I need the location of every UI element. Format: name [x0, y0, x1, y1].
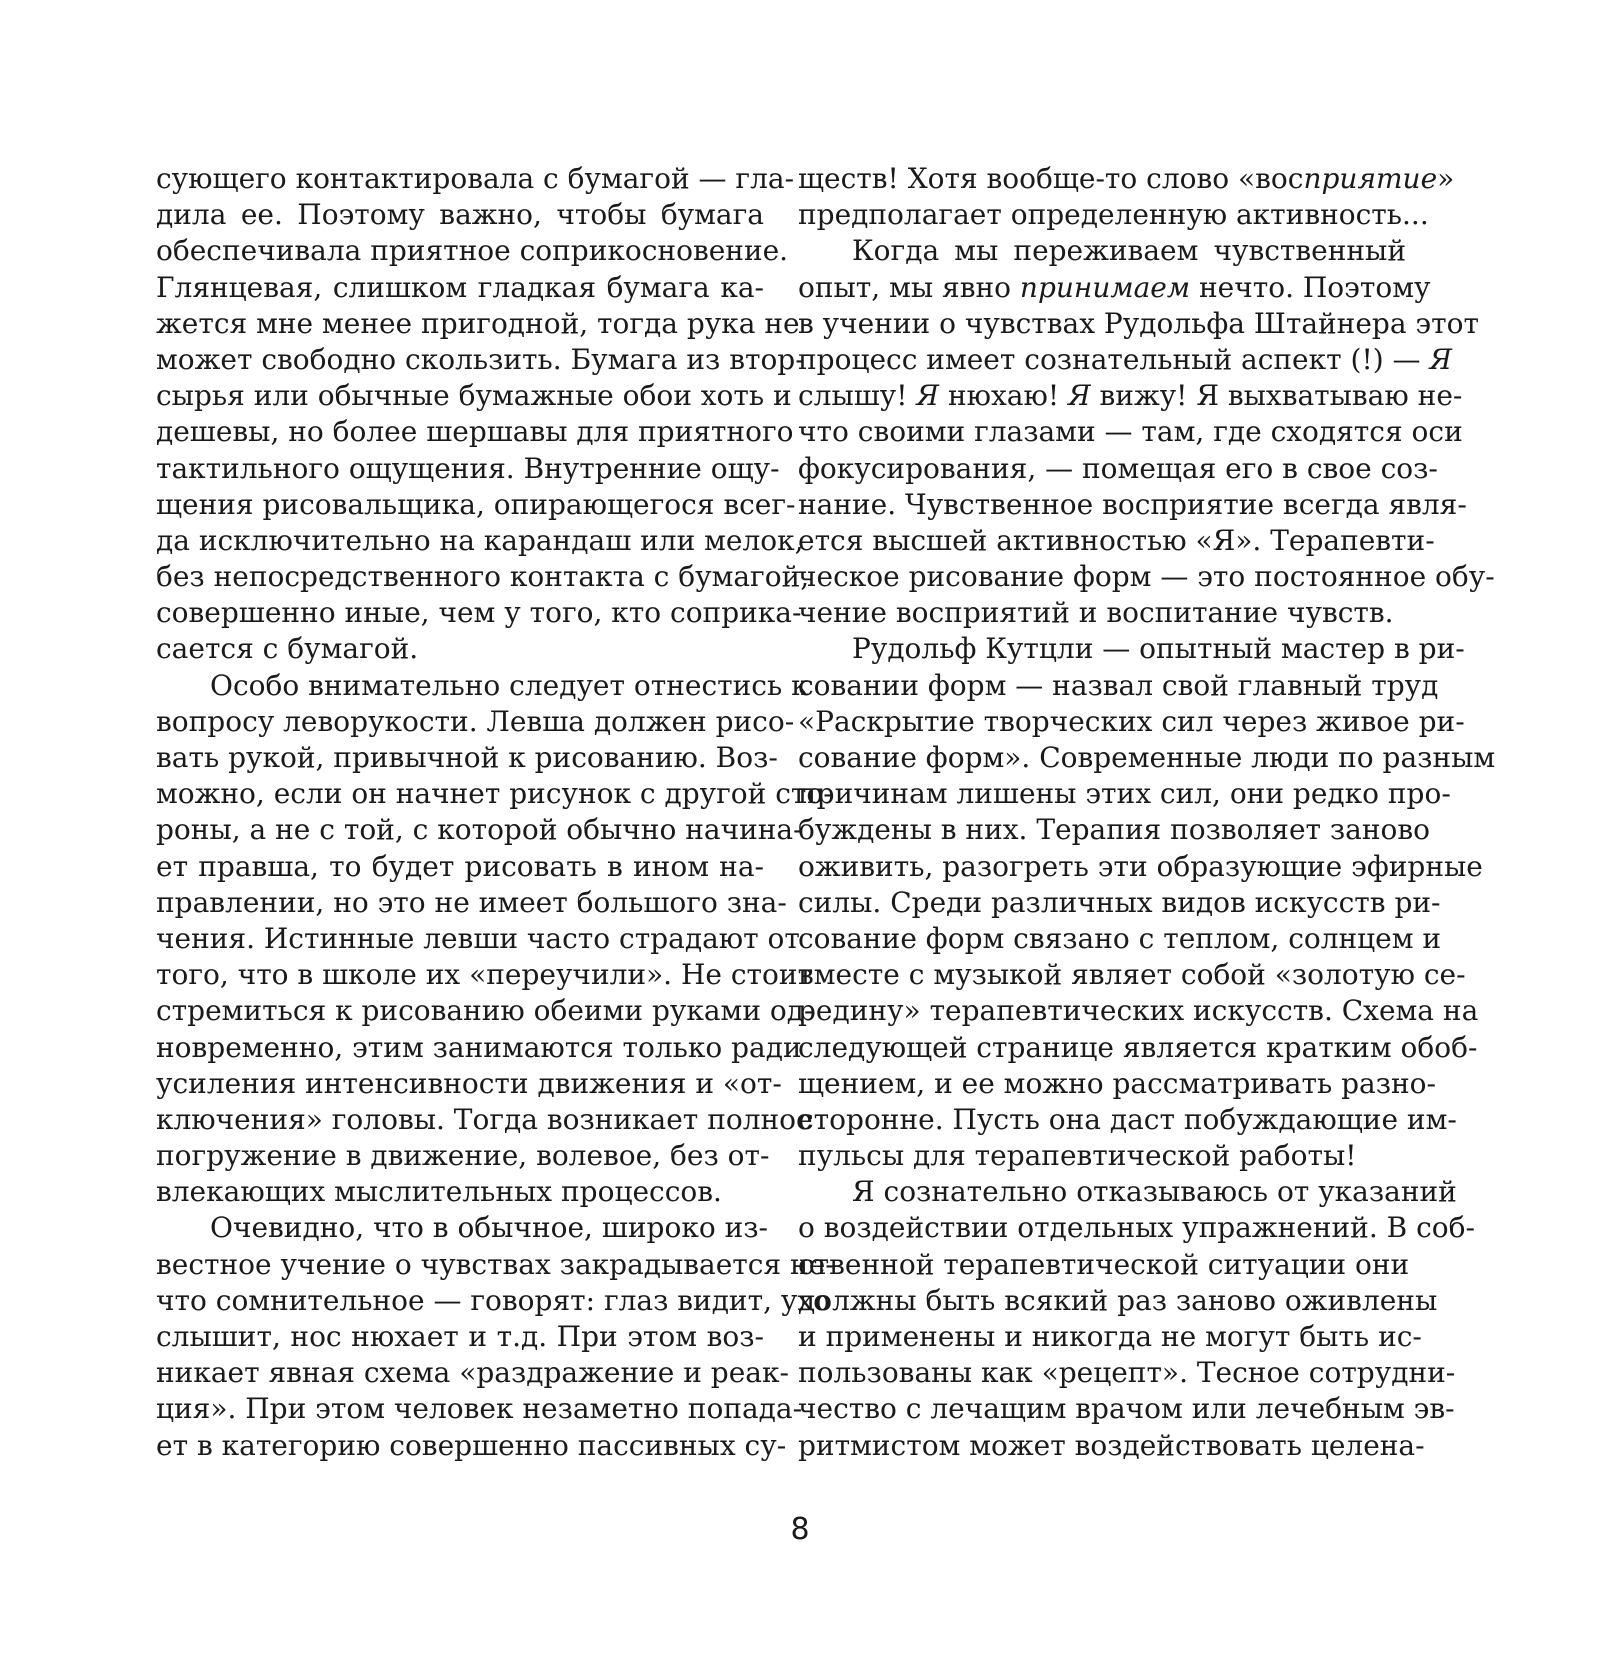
text-line	[798, 306, 1479, 342]
text-line: ет в категорию совершенно пассивных су-	[156, 1428, 787, 1462]
text-run: причинам лишены этих сил, они редко про-	[798, 777, 1451, 811]
text-line: вестное учение о чувствах закрадывается не-	[156, 1247, 835, 1281]
text-line	[798, 487, 1467, 523]
text-line	[798, 1138, 1406, 1174]
text-run: фокусирования, — помещая его в свое соз-	[798, 451, 1438, 485]
text-run: процесс имеет сознательный аспект (!) —	[798, 342, 1430, 376]
text-run: »	[1437, 162, 1455, 195]
italic-text: Я	[916, 379, 940, 413]
text-line	[798, 849, 1483, 885]
text-line: стремиться к рисованию обеими руками од-	[156, 994, 814, 1028]
text-run: о воздействии отдельных упражнений. В соб-	[798, 1211, 1475, 1245]
text-line: совершенно иные, чем у того, кто соприка-	[156, 596, 802, 630]
text-line: ет правша, то будет рисовать в ином на-	[156, 849, 764, 883]
text-line: щения рисовальщика, опирающегося всег-	[156, 487, 796, 521]
text-line	[798, 812, 1431, 848]
text-line	[798, 1391, 1455, 1427]
text-line: Особо внимательно следует отнестись к	[210, 668, 809, 702]
text-line: может свободно скользить. Бумага из втор-	[156, 342, 805, 376]
text-run: ческое рисование форм — это постоянное обу-	[798, 560, 1495, 594]
text-run: буждены в них. Терапия позволяет заново	[798, 813, 1431, 847]
text-line: можно, если он начнет рисунок с другой сто-	[156, 777, 833, 811]
text-run: силы. Среди различных видов искусств ри-	[798, 885, 1441, 919]
text-run: следующей странице является кратким обоб-	[798, 1030, 1478, 1064]
text-line	[798, 1428, 1425, 1464]
text-run: чество с лечащим врачом или лечебным эв-	[798, 1392, 1455, 1426]
text-run: щением, и ее можно рассматривать разно-	[798, 1066, 1436, 1100]
text-run: опыт, мы явно	[798, 270, 1020, 304]
text-run: сование форм». Современные люди по разным	[798, 741, 1496, 774]
text-run: ритмистом может воздействовать целена-	[798, 1428, 1425, 1462]
text-line: слышит, нос нюхает и т.д. При этом воз-	[156, 1320, 764, 1353]
text-line	[798, 1102, 1457, 1138]
text-line	[798, 378, 1463, 414]
text-line: ция». При этом человек незаметно попада-	[156, 1392, 803, 1426]
page-number: 8	[790, 1512, 810, 1547]
text-run: предполагает определенную активность...	[798, 198, 1429, 232]
right-text-column	[798, 161, 1496, 1464]
text-line: того, что в школе их «переучили». Не стоит	[156, 958, 814, 992]
text-line: дила ее. Поэтому важно, чтобы бумага	[156, 198, 764, 232]
text-line	[798, 1174, 1457, 1210]
text-run: что своими глазами — там, где сходятся оси	[798, 415, 1463, 449]
text-line: да исключительно на карандаш или мелок,	[156, 523, 804, 557]
text-line	[798, 921, 1442, 957]
text-run: редину» терапевтических искусств. Схема на	[798, 994, 1479, 1028]
text-line	[798, 161, 1455, 197]
text-line	[798, 740, 1496, 776]
text-run: Я сознательно отказываюсь от указаний	[852, 1175, 1457, 1209]
text-line: сается с бумагой.	[156, 632, 419, 666]
text-line: новременно, этим занимаются только ради	[156, 1030, 802, 1064]
text-line: что сомнительное — говорят: глаз видит, ухо	[156, 1283, 831, 1317]
text-line: без непосредственного контакта с бумагой,	[156, 560, 810, 594]
text-run: нюхаю!	[939, 379, 1068, 413]
text-line	[798, 704, 1465, 740]
italic-text: принимаем	[1019, 270, 1191, 304]
text-line	[798, 1355, 1456, 1391]
text-line	[798, 197, 1429, 233]
text-line	[798, 233, 1406, 269]
text-run: в учении о чувствах Рудольфа Штайнера этот	[798, 306, 1479, 340]
text-run: ственной терапевтической ситуации они	[798, 1247, 1410, 1281]
text-line: сующего контактировала с бумагой — гла-	[156, 162, 795, 195]
text-line	[798, 595, 1406, 631]
text-run: совании форм — назвал свой главный труд	[798, 668, 1439, 702]
text-line	[798, 1319, 1422, 1355]
text-line	[798, 1283, 1438, 1319]
italic-text: Я	[1429, 342, 1453, 376]
text-run: чение восприятий и воспитание чувств.	[798, 596, 1394, 630]
text-run: оживить, разогреть эти образующие эфирные	[798, 849, 1483, 883]
text-line: правлении, но это не имеет большого зна-	[156, 885, 787, 919]
text-run: «Раскрытие творческих сил через живое ри-	[798, 704, 1465, 738]
text-line	[798, 776, 1451, 812]
text-line: погружение в движение, волевое, без от-	[156, 1139, 770, 1173]
text-line	[798, 631, 1465, 667]
text-line: жется мне менее пригодной, тогда рука не	[156, 306, 800, 340]
text-line: сырья или обычные бумажные обои хоть и	[156, 379, 792, 413]
text-line	[798, 885, 1441, 921]
text-run: слышу!	[798, 379, 917, 413]
text-run: нание. Чувственное восприятие всегда явля-	[798, 487, 1467, 521]
text-line	[798, 957, 1466, 993]
text-line	[798, 1030, 1478, 1066]
text-line	[798, 270, 1431, 306]
text-line: обеспечивала приятное соприкосновение.	[156, 234, 789, 268]
text-line	[798, 668, 1439, 704]
text-run: пульсы для терапевтической работы!	[798, 1139, 1357, 1173]
text-line: тактильного ощущения. Внутренние ощу-	[156, 451, 780, 485]
text-run: и применены и никогда не могут быть ис-	[798, 1320, 1422, 1353]
text-run: Когда мы переживаем чувственный	[852, 234, 1406, 268]
text-line	[798, 414, 1463, 450]
text-run: Рудольф Кутцли — опытный мастер в ри-	[852, 632, 1465, 666]
text-run: нечто. Поэтому	[1190, 270, 1431, 304]
text-line: влекающих мыслительных процессов.	[156, 1175, 722, 1209]
text-line: вать рукой, привычной к рисованию. Воз-	[156, 741, 778, 774]
italic-text: Я	[1068, 379, 1091, 413]
text-run: сторонне. Пусть она даст побуждающие им-	[798, 1102, 1457, 1136]
text-run: должны быть всякий раз заново оживлены	[798, 1283, 1438, 1317]
text-line: чения. Истинные левши часто страдают от	[156, 921, 800, 955]
text-run: сование форм связано с теплом, солнцем и	[798, 921, 1442, 955]
text-line	[798, 523, 1435, 559]
text-line: роны, а не с той, с которой обычно начина-	[156, 813, 803, 847]
text-line: Очевидно, что в обычное, широко из-	[210, 1211, 768, 1245]
text-line: ключения» головы. Тогда возникает полное	[156, 1102, 813, 1136]
text-line: никает явная схема «раздражение и реак-	[156, 1356, 789, 1390]
text-run: ществ! Хотя вообще-то слово «вос	[798, 162, 1304, 195]
text-line: Глянцевая, слишком гладкая бумага ка-	[156, 270, 764, 304]
text-line	[798, 559, 1495, 595]
text-line	[798, 1210, 1475, 1246]
text-run: ется высшей активностью «Я». Терапевти-	[798, 523, 1435, 557]
text-run: пользованы как «рецепт». Тесное сотрудни-	[798, 1356, 1456, 1390]
text-line	[798, 1066, 1436, 1102]
text-line: вопросу леворукости. Левша должен рисо-	[156, 704, 795, 738]
left-text-column	[156, 161, 835, 1464]
text-line	[798, 1247, 1410, 1283]
text-run: вместе с музыкой являет собой «золотую се-	[798, 958, 1466, 992]
italic-text: приятие	[1303, 162, 1438, 195]
text-line: дешевы, но более шершавы для приятного	[156, 415, 794, 449]
text-line	[798, 342, 1453, 378]
text-line	[798, 993, 1479, 1029]
text-line: усиления интенсивности движения и «от-	[156, 1066, 782, 1100]
text-run: вижу! Я выхватываю не-	[1090, 379, 1463, 413]
text-line	[798, 451, 1438, 487]
